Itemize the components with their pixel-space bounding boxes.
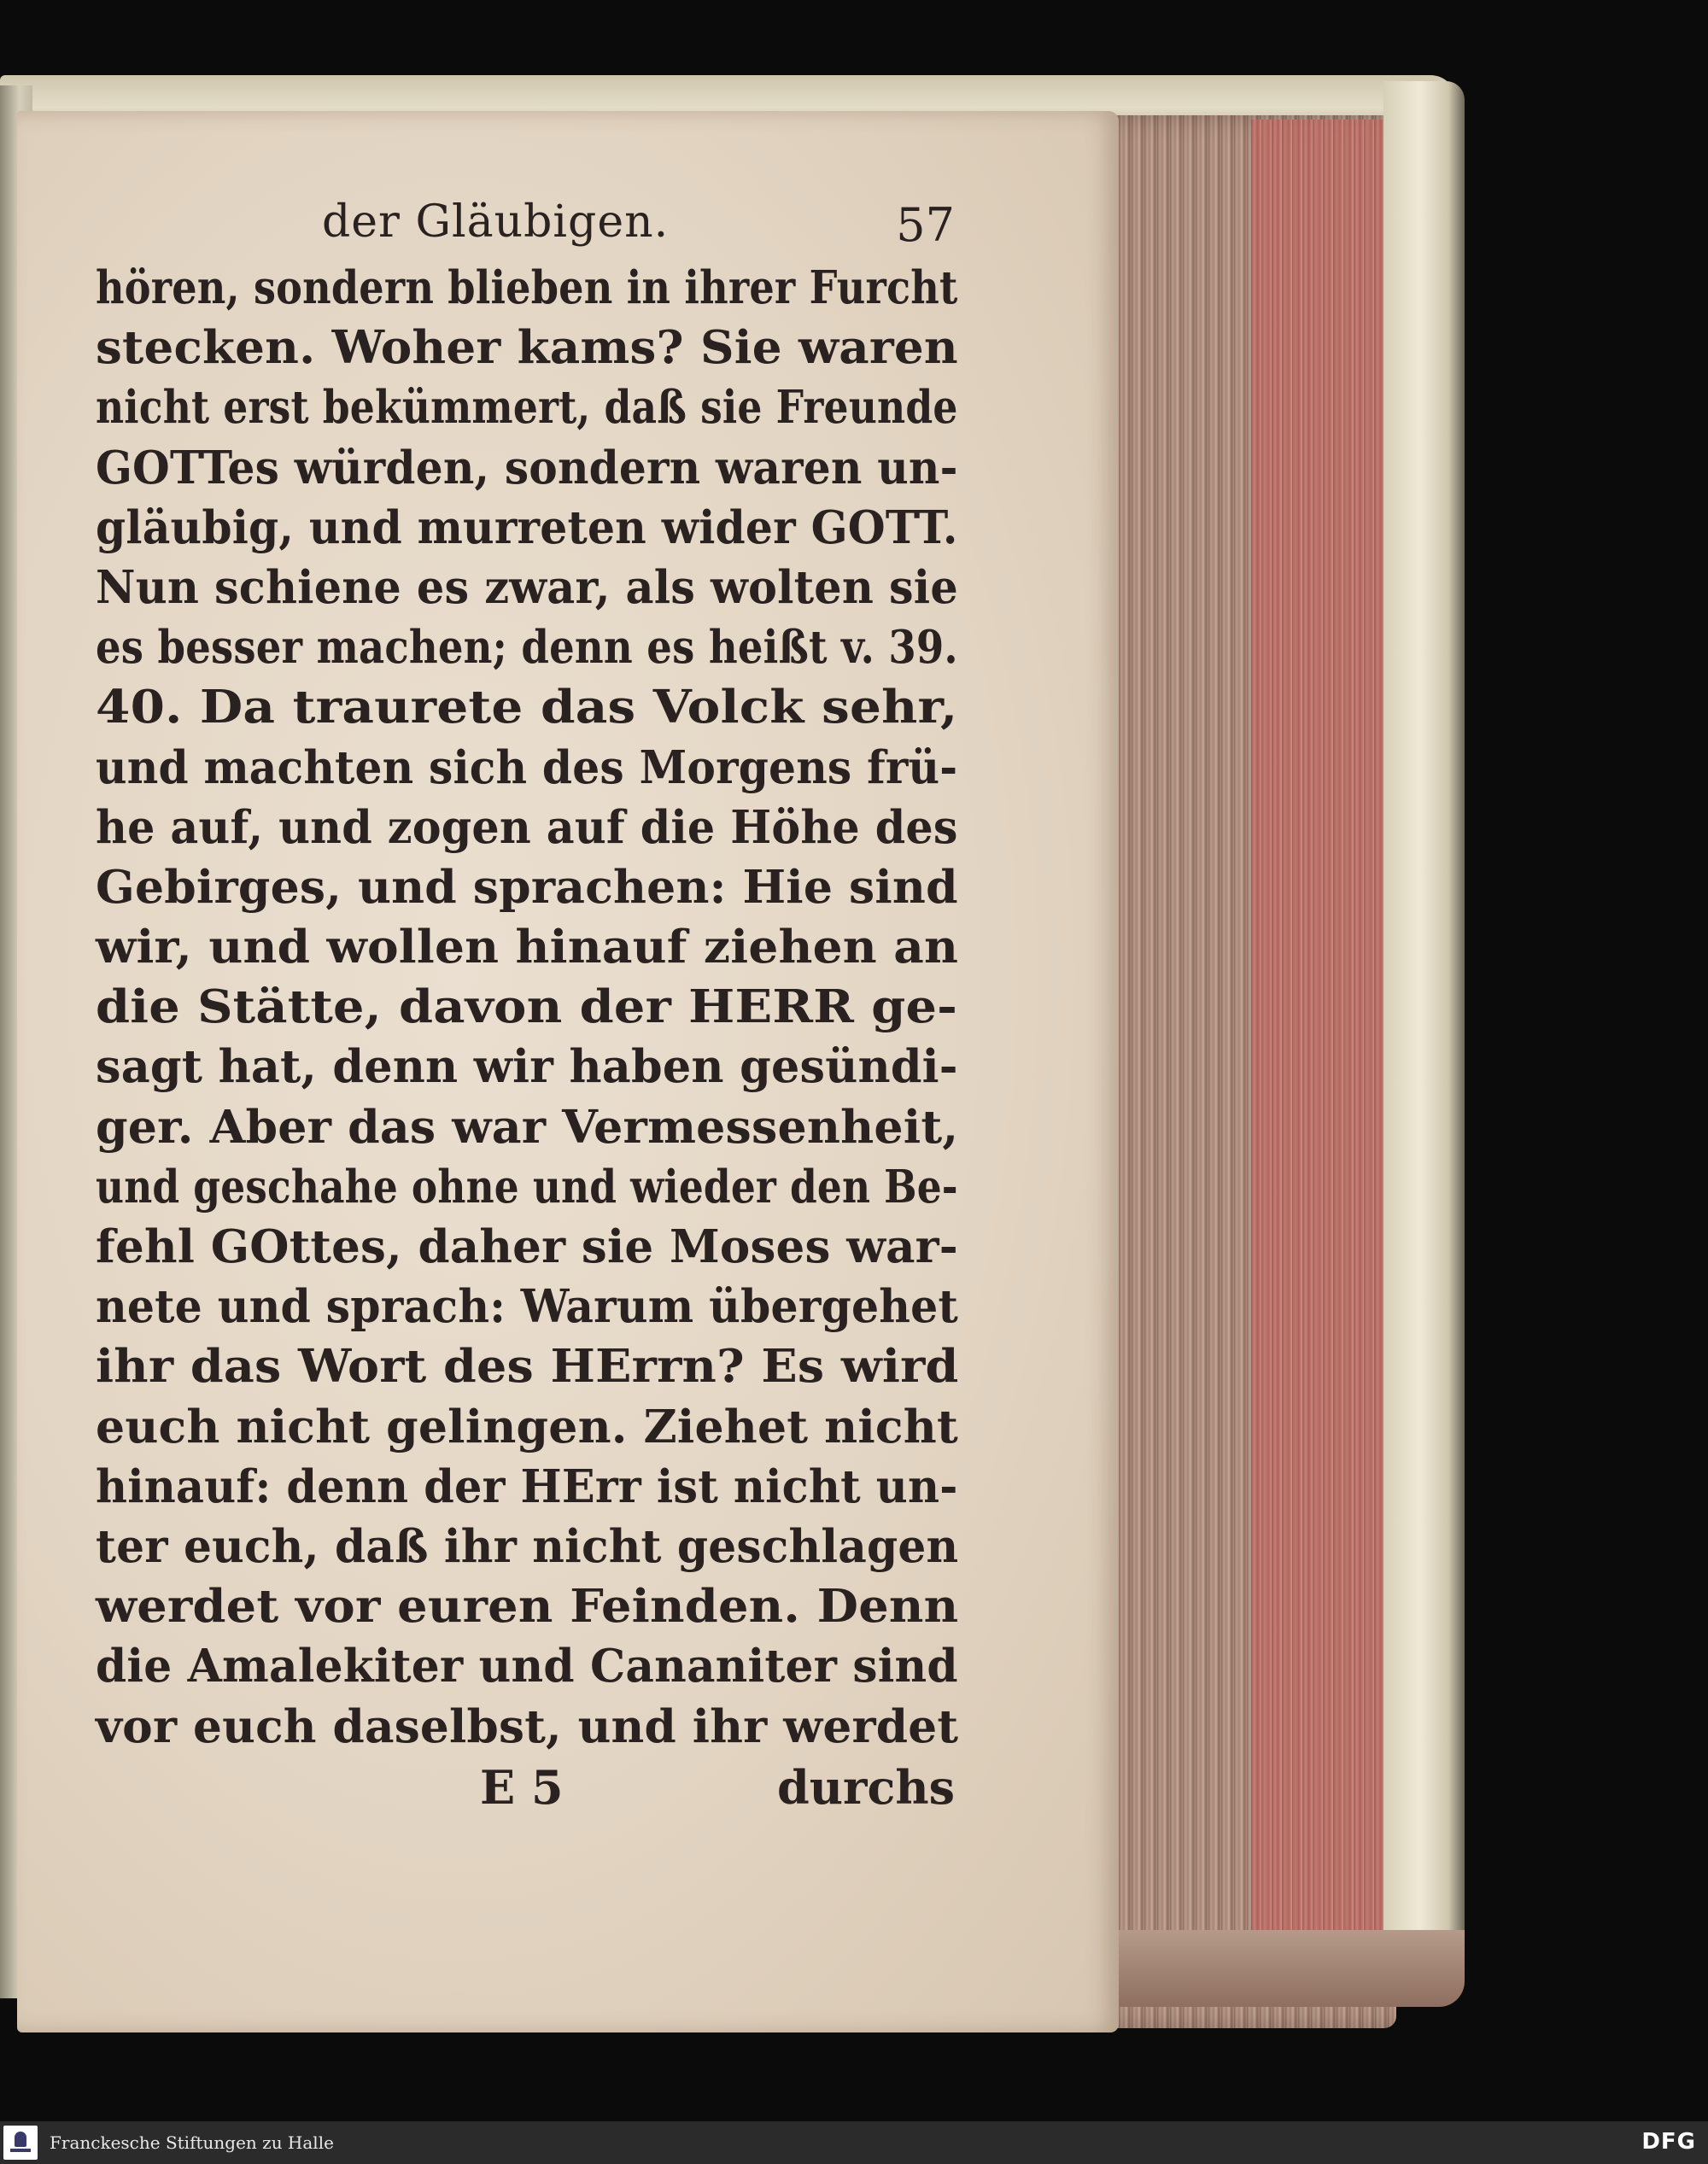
red-edge-band xyxy=(1251,120,1396,1930)
text-line: ter euch, daß ihr nicht geschlagen xyxy=(96,1519,959,1573)
dfg-logo: DFG xyxy=(1641,2129,1696,2155)
text-line: he auf, und zogen auf die Höhe des xyxy=(96,800,958,854)
text-line: gläubig, und murreten wider GOTT. xyxy=(96,500,958,554)
viewer-footer xyxy=(0,2121,1708,2164)
text-line: ihr das Wort des HErrn? Es wird xyxy=(96,1340,959,1394)
text-line: Gebirges, und sprachen: Hie sind xyxy=(96,860,958,914)
text-line: hören, sondern blieben in ihrer Furcht xyxy=(96,261,958,314)
text-line: stecken. Woher kams? Sie waren xyxy=(96,321,958,375)
text-line: Nun schiene es zwar, als wolten sie xyxy=(96,560,958,614)
text-line: euch nicht gelingen. Ziehet nicht xyxy=(96,1400,958,1453)
text-line: wir, und wollen hinauf ziehen an xyxy=(96,921,959,974)
body-text xyxy=(96,258,958,1757)
vellum-cover-edge xyxy=(1383,81,1465,1994)
text-line: 40. Da traurete das Volck sehr, xyxy=(96,681,958,734)
text-line: fehl GOttes, daher sie Moses war- xyxy=(96,1220,959,1273)
running-head-title: der Gläubigen. xyxy=(322,196,670,248)
text-line: hinauf: denn der HErr ist nicht un- xyxy=(96,1459,958,1513)
catchword: durchs xyxy=(776,1759,955,1815)
running-head xyxy=(96,190,958,258)
text-line: ger. Aber das war Vermessenheit, xyxy=(96,1100,959,1154)
text-line: vor euch daselbst, und ihr werdet xyxy=(96,1699,959,1753)
text-line: die Amalekiter und Cananiter sind xyxy=(96,1640,958,1693)
text-line: nicht erst bekümmert, daß sie Freunde xyxy=(96,381,958,435)
institution-name: Franckesche Stiftungen zu Halle xyxy=(50,2132,334,2153)
text-line: und geschahe ohne und wieder den Be- xyxy=(96,1160,958,1214)
text-line: sagt hat, denn wir haben gesündi- xyxy=(96,1040,958,1094)
book-page xyxy=(17,111,1119,2032)
page-foot xyxy=(96,1760,958,1820)
signature-mark: E 5 xyxy=(480,1759,564,1815)
text-block xyxy=(96,190,958,1820)
text-line: werdet vor euren Feinden. Denn xyxy=(96,1580,959,1634)
book-cover-bottom xyxy=(1080,1930,1465,2007)
text-line: es besser machen; denn es heißt v. 39. xyxy=(96,621,958,675)
page-number: 57 xyxy=(896,198,955,252)
francke-foundation-logo-icon xyxy=(3,2126,38,2160)
text-line: GOTTes würden, sondern waren un- xyxy=(96,441,958,494)
text-line: nete und sprach: Warum übergehet xyxy=(96,1280,958,1334)
text-line: und machten sich des Morgens frü- xyxy=(96,740,958,794)
text-line: die Stätte, davon der HERR ge- xyxy=(96,980,958,1034)
